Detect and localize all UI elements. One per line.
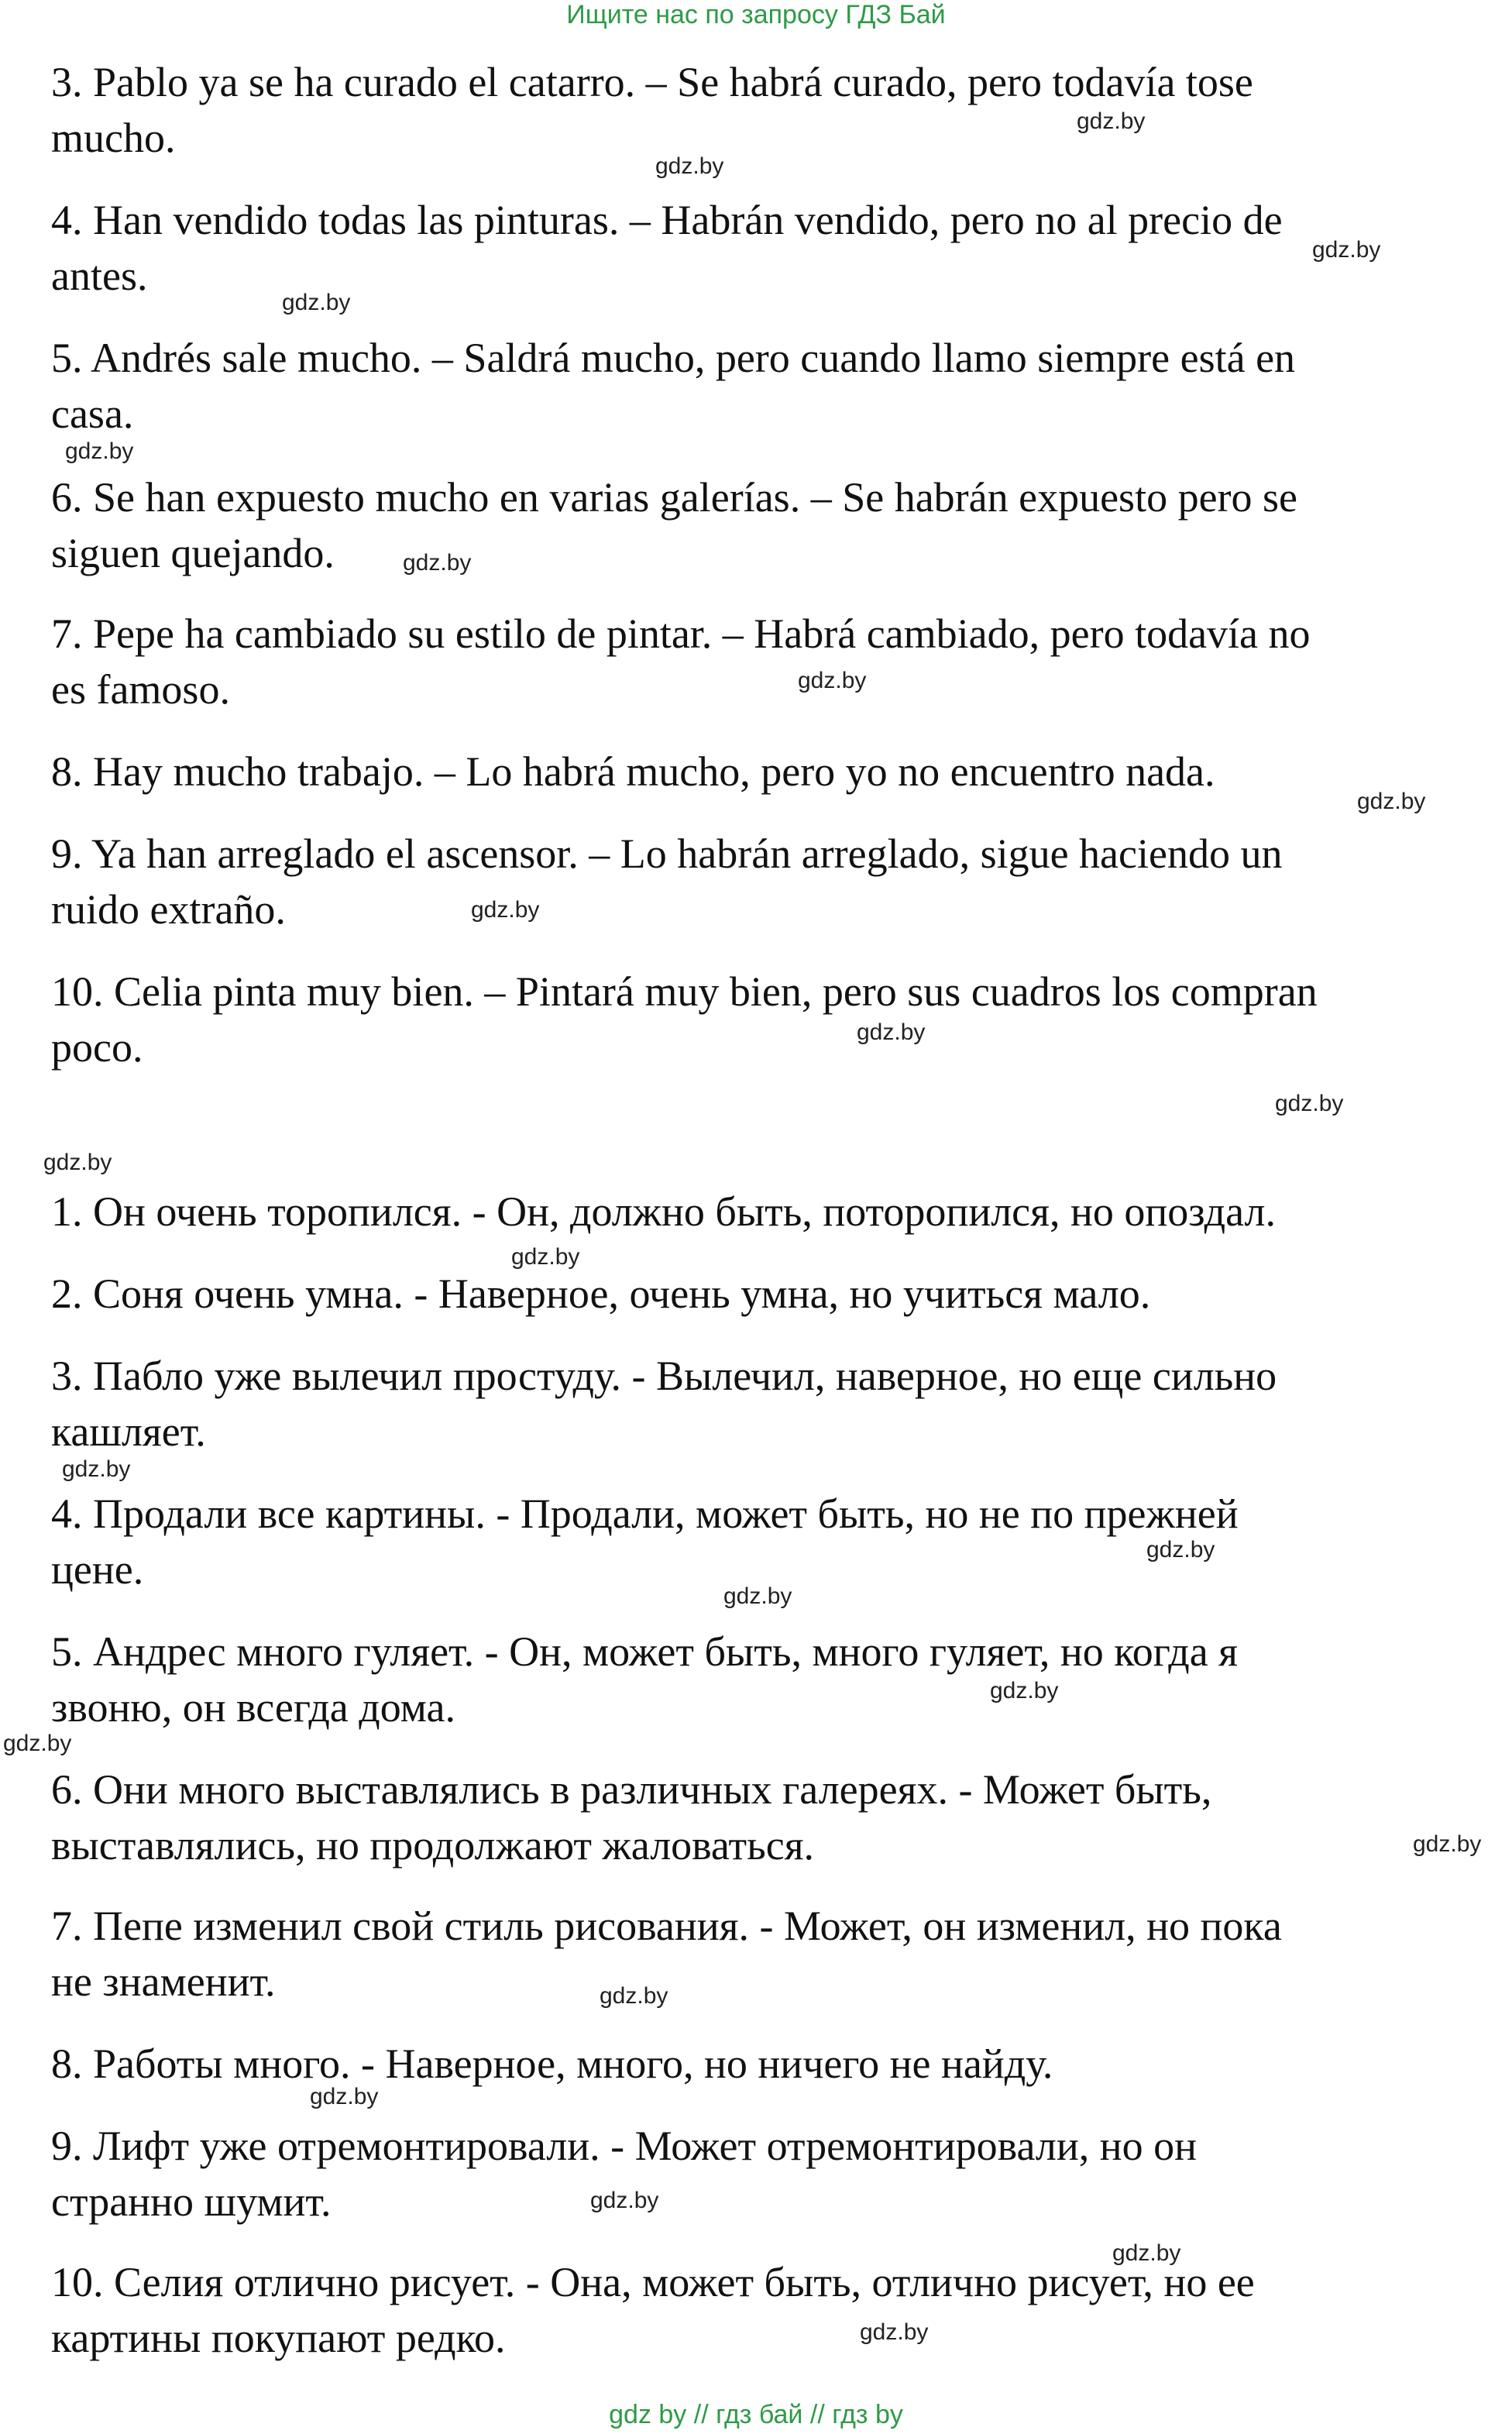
watermark: gdz.by (403, 550, 472, 576)
footer-banner: gdz by // гдз бай // гдз by (609, 2400, 903, 2429)
watermark: gdz.by (511, 1244, 580, 1270)
spanish-item-5-line-2: casa. (51, 390, 134, 437)
spanish-item-6-line-2: siguen quejando. (51, 530, 335, 576)
watermark: gdz.by (1312, 237, 1381, 263)
watermark: gdz.by (600, 1983, 668, 2009)
watermark: gdz.by (723, 1583, 792, 1609)
watermark: gdz.by (655, 153, 724, 179)
russian-item-9-line-2: странно шумит. (51, 2178, 332, 2225)
russian-item-4-line-1: 4. Продали все картины. - Продали, может быть, но не по прежней (51, 1490, 1239, 1537)
watermark: gdz.by (3, 1731, 72, 1756)
watermark: gdz.by (471, 897, 540, 923)
spanish-item-7-line-1: 7. Pepe ha cambiado su estilo de pintar. – Habrá cambiado, pero todavía no (51, 610, 1311, 657)
watermark: gdz.by (1413, 1831, 1482, 1857)
spanish-item-9-line-2: ruido extraño. (51, 886, 286, 933)
russian-item-5-line-2: звоню, он всегда дома. (51, 1684, 455, 1731)
russian-item-7-line-1: 7. Пепе изменил свой стиль рисования. - Может, он изменил, но пока (51, 1903, 1282, 1949)
watermark: gdz.by (1357, 789, 1426, 814)
watermark: gdz.by (1146, 1537, 1215, 1563)
russian-item-4-line-2: цене. (51, 1546, 144, 1593)
russian-item-7-line-2: не знаменит. (51, 1958, 276, 2005)
spanish-item-3-line-2: mucho. (51, 115, 176, 161)
header-banner: Ищите нас по запросу ГДЗ Бай (566, 0, 946, 29)
watermark: gdz.by (1077, 108, 1146, 134)
spanish-item-8-line-1: 8. Hay mucho trabajo. – Lo habrá mucho, pero yo no encuentro nada. (51, 748, 1215, 795)
watermark: gdz.by (65, 438, 134, 464)
russian-item-3-line-2: кашляет. (51, 1408, 206, 1455)
spanish-item-4-line-2: antes. (51, 253, 148, 299)
watermark: gdz.by (798, 668, 867, 693)
spanish-item-10-line-1: 10. Celia pinta muy bien. – Pintará muy bien, pero sus cuadros los compran (51, 968, 1318, 1015)
watermark: gdz.by (282, 290, 351, 315)
watermark: gdz.by (857, 1019, 926, 1045)
watermark: gdz.by (1275, 1091, 1344, 1116)
russian-item-6-line-1: 6. Они много выставлялись в различных галереях. - Может быть, (51, 1766, 1212, 1813)
russian-item-3-line-1: 3. Пабло уже вылечил простуду. - Вылечил, наверное, но еще сильно (51, 1353, 1277, 1399)
russian-item-10-line-1: 10. Селия отлично рисует. - Она, может быть, отлично рисует, но ее (51, 2259, 1255, 2305)
watermark: gdz.by (990, 1678, 1059, 1703)
watermark: gdz.by (43, 1150, 112, 1175)
russian-item-10-line-2: картины покупают редко. (51, 2315, 506, 2361)
spanish-item-5-line-1: 5. Andrés sale mucho. – Saldrá mucho, pero cuando llamo siempre está en (51, 335, 1296, 381)
spanish-item-3-line-1: 3. Pablo ya se ha curado el catarro. – Se habrá curado, pero todavía tose (51, 59, 1253, 105)
watermark: gdz.by (62, 1456, 131, 1482)
russian-item-2-line-1: 2. Соня очень умна. - Наверное, очень умна, но учиться мало. (51, 1270, 1151, 1317)
spanish-item-9-line-1: 9. Ya han arreglado el ascensor. – Lo habrán arreglado, sigue haciendo un (51, 830, 1283, 877)
russian-item-5-line-1: 5. Андрес много гуляет. - Он, может быть, много гуляет, но когда я (51, 1628, 1239, 1675)
russian-item-6-line-2: выставлялись, но продолжают жаловаться. (51, 1822, 815, 1868)
watermark: gdz.by (860, 2319, 929, 2345)
watermark: gdz.by (590, 2188, 659, 2213)
spanish-item-7-line-2: es famoso. (51, 666, 230, 713)
russian-item-9-line-1: 9. Лифт уже отремонтировали. - Может отремонтировали, но он (51, 2123, 1198, 2169)
watermark: gdz.by (310, 2084, 379, 2109)
russian-item-1-line-1: 1. Он очень торопился. - Он, должно быть, поторопился, но опоздал. (51, 1188, 1277, 1235)
spanish-item-4-line-1: 4. Han vendido todas las pinturas. – Habrán vendido, pero no al precio de (51, 197, 1283, 243)
spanish-item-6-line-1: 6. Se han expuesto mucho en varias galerías. – Se habrán expuesto pero se (51, 474, 1298, 521)
watermark: gdz.by (1112, 2240, 1181, 2266)
spanish-item-10-line-2: poco. (51, 1024, 143, 1071)
russian-item-8-line-1: 8. Работы много. - Наверное, много, но ничего не найду. (51, 2040, 1053, 2087)
